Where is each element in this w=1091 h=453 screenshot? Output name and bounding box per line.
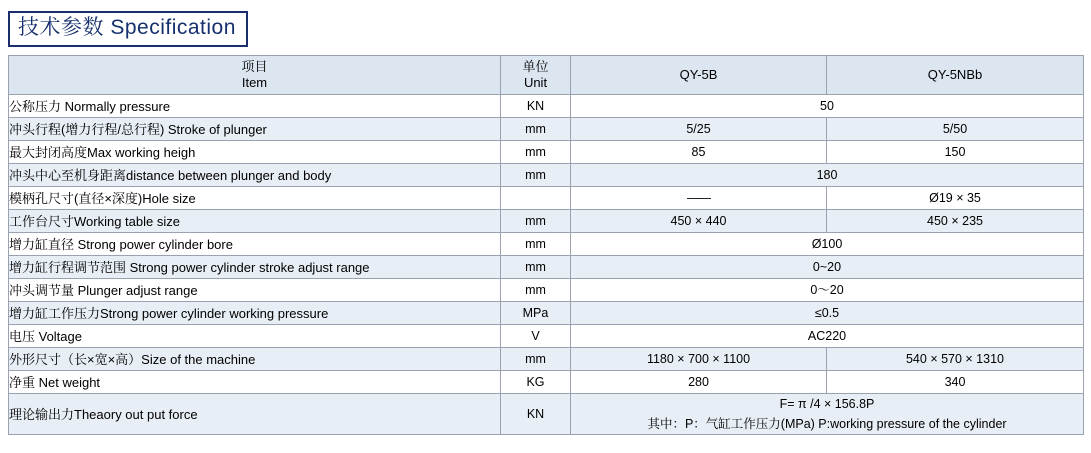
- row-value-qy5b: 280: [571, 371, 827, 394]
- row-unit: KG: [501, 371, 571, 394]
- page-title: 技术参数 Specification: [8, 11, 248, 47]
- row-value-qy5b: 85: [571, 141, 827, 164]
- row-unit: mm: [501, 141, 571, 164]
- row-unit: mm: [501, 118, 571, 141]
- table-row: [9, 279, 1084, 302]
- row-item-label: 冲头调节量 Plunger adjust range: [9, 279, 501, 302]
- row-value-merged: 50: [571, 95, 1084, 118]
- row-value-qy5b: 5/25: [571, 118, 827, 141]
- row-value-qy5nbb: 540 × 570 × 1310: [827, 348, 1084, 371]
- table-row: [9, 233, 1084, 256]
- table-row: [9, 187, 1084, 210]
- table-row-formula: [9, 394, 1084, 435]
- row-unit: V: [501, 325, 571, 348]
- row-value-merged: 0～20: [571, 279, 1084, 302]
- table-row: [9, 164, 1084, 187]
- row-value-qy5nbb: 340: [827, 371, 1084, 394]
- row-value-formula: [571, 394, 1084, 435]
- row-item-label: 冲头中心至机身距离distance between plunger and body: [9, 164, 501, 187]
- row-item-label: 冲头行程(增力行程/总行程) Stroke of plunger: [9, 118, 501, 141]
- row-value-merged: 0~20: [571, 256, 1084, 279]
- row-unit: mm: [501, 348, 571, 371]
- header-unit-en: Unit: [523, 75, 548, 90]
- row-value-merged: AC220: [571, 325, 1084, 348]
- row-item-label: 最大封闭高度Max working heigh: [9, 141, 501, 164]
- row-item-label: 理论输出力Theaory out put force: [9, 394, 501, 435]
- row-unit: mm: [501, 256, 571, 279]
- row-value-qy5nbb: 150: [827, 141, 1084, 164]
- row-item-label: 净重 Net weight: [9, 371, 501, 394]
- header-item-en: Item: [241, 75, 268, 90]
- row-unit: MPa: [501, 302, 571, 325]
- row-item-label: 工作台尺寸Working table size: [9, 210, 501, 233]
- header-unit: [501, 56, 571, 95]
- row-unit: [501, 187, 571, 210]
- row-value-merged: 180: [571, 164, 1084, 187]
- table-row: [9, 348, 1084, 371]
- table-row: [9, 118, 1084, 141]
- header-model-qy5b: QY-5B: [571, 56, 827, 95]
- row-value-qy5b: ——: [571, 187, 827, 210]
- row-item-label: 增力缸直径 Strong power cylinder bore: [9, 233, 501, 256]
- specification-table: [8, 55, 1084, 435]
- table-row: [9, 302, 1084, 325]
- header-item: [9, 56, 501, 95]
- page-title-wrap: [8, 11, 248, 47]
- table-row: [9, 141, 1084, 164]
- header-item-cn: 项目: [241, 59, 268, 74]
- table-row: [9, 371, 1084, 394]
- row-value-merged: Ø100: [571, 233, 1084, 256]
- header-model-qy5nbb: QY-5NBb: [827, 56, 1084, 95]
- row-unit: KN: [501, 95, 571, 118]
- row-item-label: 公称压力 Normally pressure: [9, 95, 501, 118]
- formula-line-2: 其中：P：气缸工作压力(MPa) P:working pressure of the cylinder: [647, 417, 1007, 431]
- row-unit: mm: [501, 233, 571, 256]
- row-item-label: 增力缸工作压力Strong power cylinder working pressure: [9, 302, 501, 325]
- table-body: [9, 95, 1084, 435]
- table-header: [9, 56, 1084, 95]
- row-item-label: 增力缸行程调节范围 Strong power cylinder stroke adjust range: [9, 256, 501, 279]
- row-value-qy5b: 1180 × 700 × 1100: [571, 348, 827, 371]
- row-value-qy5b: 450 × 440: [571, 210, 827, 233]
- row-unit: mm: [501, 210, 571, 233]
- row-value-merged: ≤0.5: [571, 302, 1084, 325]
- row-item-label: 外形尺寸（长×宽×高）Size of the machine: [9, 348, 501, 371]
- table-row: [9, 256, 1084, 279]
- row-item-label: 电压 Voltage: [9, 325, 501, 348]
- formula-line-1: F= π /4 × 156.8P: [779, 397, 875, 411]
- row-unit: mm: [501, 164, 571, 187]
- table-row: [9, 95, 1084, 118]
- row-value-qy5nbb: 5/50: [827, 118, 1084, 141]
- row-value-qy5nbb: Ø19 × 35: [827, 187, 1084, 210]
- row-unit: mm: [501, 279, 571, 302]
- row-item-label: 模柄孔尺寸(直径×深度)Hole size: [9, 187, 501, 210]
- row-unit: KN: [501, 394, 571, 435]
- header-unit-cn: 单位: [522, 59, 549, 74]
- table-row: [9, 325, 1084, 348]
- table-row: [9, 210, 1084, 233]
- row-value-qy5nbb: 450 × 235: [827, 210, 1084, 233]
- table-header-row: [9, 56, 1084, 95]
